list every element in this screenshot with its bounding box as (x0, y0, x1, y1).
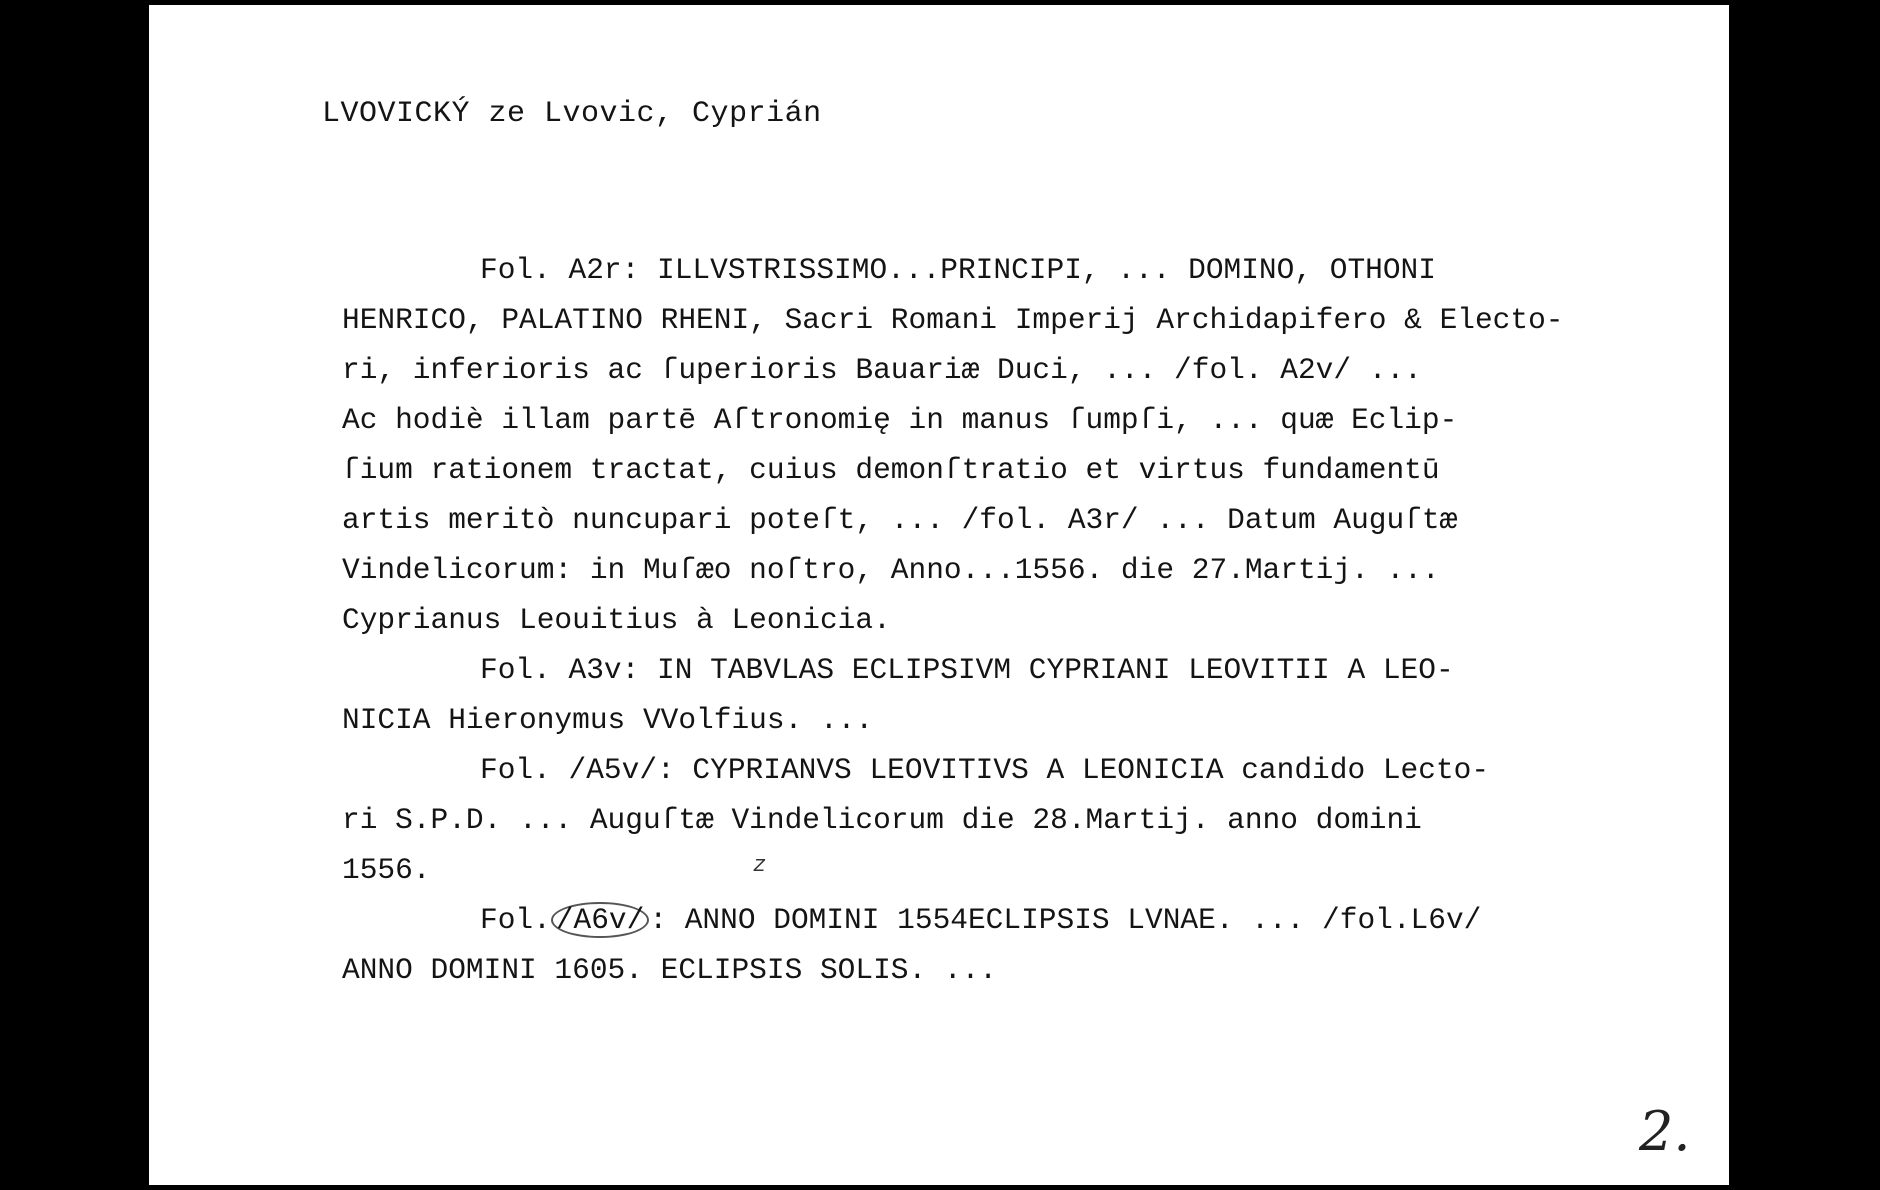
text-line: ri, inferioris ac ſuperioris Bauariæ Duci, ... /fol. A2v/ ... (342, 353, 1422, 387)
text-line: artis meritò nuncupari poteſt, ... /fol. A3r/ ... Datum Auguſtæ (342, 503, 1458, 537)
text-line: Cyprianus Leouitius à Leonicia. (342, 603, 891, 637)
text-line-annotated (342, 895, 1712, 945)
card-heading: LVOVICKÝ ze Lvovic, Cyprián (322, 97, 822, 131)
handwritten-correction: z (753, 853, 767, 878)
text-line: ſium rationem tractat, cuius demonſtratio et virtus fundamentū (342, 453, 1440, 487)
text-line: 1556. (342, 853, 431, 887)
text-line: ANNO DOMINI 1605. ECLIPSIS SOLIS. ... (342, 953, 998, 987)
text-line: HENRICO, PALATINO RHENI, Sacri Romani Imperij Archidapifero & Electo- (342, 303, 1564, 337)
text-line: Ac hodiè illam partē Aſtronomię in manus ſumpſi, ... quæ Eclip- (342, 403, 1458, 437)
handwritten-page-number: 2. (1639, 1100, 1691, 1163)
fol-prefix: Fol. (480, 903, 551, 937)
circled-folio: /A6v/ (551, 902, 650, 938)
text-line: Fol. /A5v/: CYPRIANVS LEOVITIVS A LEONICIA candido Lecto- (480, 753, 1490, 787)
text-line: ri S.P.D. ... Auguſtæ Vindelicorum die 28.Martij. anno domini (342, 803, 1422, 837)
card-body (342, 245, 1712, 995)
catalog-card (149, 5, 1729, 1185)
text-line: NICIA Hieronymus VVolfius. ... (342, 703, 874, 737)
text-line: Fol. A3v: IN TABVLAS ECLIPSIVM CYPRIANI LEOVITII A LEO- (480, 653, 1454, 687)
text-line: Fol. A2r: ILLVSTRISSIMO...PRINCIPI, ... DOMINO, OTHONI (480, 253, 1436, 287)
fol-suffix: : ANNO DOMINI 1554ECLIPSIS LVNAE. ... /fol.L6v/ (649, 903, 1482, 937)
text-line: Vindelicorum: in Muſæo noſtro, Anno...1556. die 27.Martij. ... (342, 553, 1440, 587)
